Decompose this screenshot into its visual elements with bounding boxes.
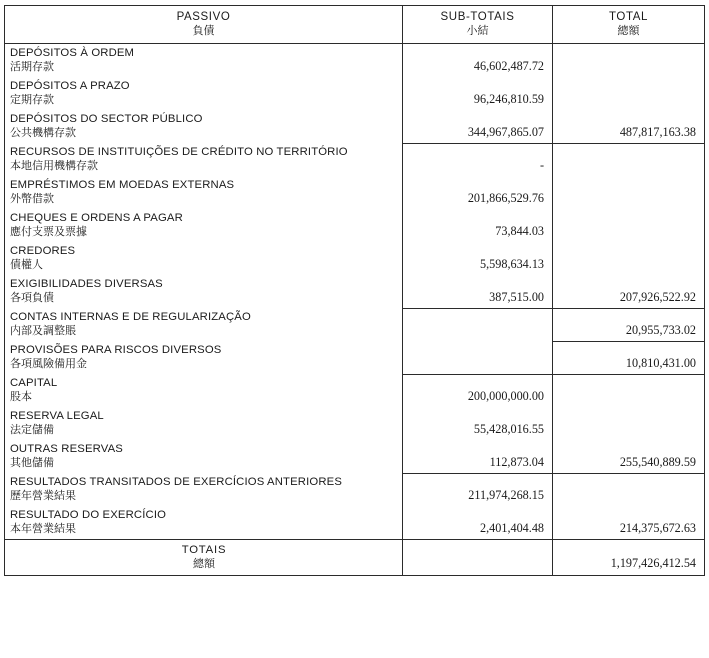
row-total xyxy=(553,374,705,407)
table-row xyxy=(5,473,705,506)
table-row xyxy=(5,209,705,242)
balance-sheet-liabilities xyxy=(4,5,704,650)
row-subtotal: 55,428,016.55 xyxy=(403,407,553,440)
row-subtotal: 211,974,268.15 xyxy=(403,473,553,506)
table-row xyxy=(5,275,705,308)
row-subtotal: 387,515.00 xyxy=(403,275,553,308)
totals-label-pt: TOTAIS xyxy=(181,544,227,556)
totals-row xyxy=(5,540,705,576)
row-total: 487,817,163.38 xyxy=(553,110,705,143)
row-total xyxy=(553,473,705,506)
row-label-zh: 本地信用機構存款 xyxy=(10,160,98,172)
table-row xyxy=(5,110,705,143)
row-label xyxy=(5,407,403,440)
table-header xyxy=(5,6,705,44)
table-row xyxy=(5,506,705,540)
row-label-zh: 應付支票及票據 xyxy=(10,226,87,238)
table-row xyxy=(5,308,705,341)
row-label-pt: CONTAS INTERNAS E DE REGULARIZAÇÃO xyxy=(10,311,251,323)
row-subtotal: 112,873.04 xyxy=(403,440,553,473)
row-subtotal: - xyxy=(403,143,553,176)
column-header-passivo-zh: 負債 xyxy=(192,24,215,37)
column-header-total-zh: 總額 xyxy=(617,24,640,37)
header-row xyxy=(5,6,705,44)
row-label-zh: 股本 xyxy=(10,391,32,403)
row-subtotal: 46,602,487.72 xyxy=(403,44,553,78)
totals-subtotal xyxy=(403,540,553,576)
table-row xyxy=(5,143,705,176)
row-label-zh: 本年營業結果 xyxy=(10,523,76,535)
row-subtotal: 2,401,404.48 xyxy=(403,506,553,540)
row-label-pt: EMPRÉSTIMOS EM MOEDAS EXTERNAS xyxy=(10,179,235,191)
totals-label xyxy=(5,540,403,576)
table-row xyxy=(5,341,705,374)
row-label xyxy=(5,440,403,473)
row-label-pt: OUTRAS RESERVAS xyxy=(10,443,123,455)
table-row xyxy=(5,44,705,78)
row-label-zh: 其他儲備 xyxy=(10,457,54,469)
column-header-passivo xyxy=(5,6,403,44)
row-label xyxy=(5,308,403,341)
row-total: 255,540,889.59 xyxy=(553,440,705,473)
row-label xyxy=(5,176,403,209)
row-label-pt: PROVISÕES PARA RISCOS DIVERSOS xyxy=(10,344,222,356)
column-header-subtotals-zh: 小結 xyxy=(466,24,489,37)
row-label xyxy=(5,242,403,275)
table-row xyxy=(5,374,705,407)
row-label-zh: 公共機構存款 xyxy=(10,127,76,139)
row-subtotal: 73,844.03 xyxy=(403,209,553,242)
row-label-pt: CHEQUES E ORDENS A PAGAR xyxy=(10,212,183,224)
table-row xyxy=(5,440,705,473)
row-subtotal: 96,246,810.59 xyxy=(403,77,553,110)
row-subtotal: 200,000,000.00 xyxy=(403,374,553,407)
row-label-zh: 各項風險備用金 xyxy=(10,358,87,370)
row-total xyxy=(553,407,705,440)
row-label xyxy=(5,506,403,540)
row-label-zh: 債權人 xyxy=(10,259,43,271)
row-total xyxy=(553,143,705,176)
row-label-pt: RESERVA LEGAL xyxy=(10,410,104,422)
row-label xyxy=(5,44,403,78)
row-label xyxy=(5,209,403,242)
row-label xyxy=(5,275,403,308)
row-total xyxy=(553,77,705,110)
row-total: 20,955,733.02 xyxy=(553,308,705,341)
table-row xyxy=(5,176,705,209)
row-total xyxy=(553,176,705,209)
row-label xyxy=(5,77,403,110)
row-total: 10,810,431.00 xyxy=(553,341,705,374)
row-label-zh: 活期存款 xyxy=(10,61,54,73)
totals-total: 1,197,426,412.54 xyxy=(553,540,705,576)
row-label-pt: EXIGIBILIDADES DIVERSAS xyxy=(10,278,163,290)
column-header-subtotals xyxy=(403,6,553,44)
column-header-subtotals-pt: SUB-TOTAIS xyxy=(440,10,515,23)
column-header-total-pt: TOTAL xyxy=(609,10,648,23)
row-subtotal: 344,967,865.07 xyxy=(403,110,553,143)
totals-label-zh: 總額 xyxy=(193,558,215,570)
row-label-pt: RESULTADO DO EXERCÍCIO xyxy=(10,509,167,521)
row-subtotal: 5,598,634.13 xyxy=(403,242,553,275)
table-row xyxy=(5,242,705,275)
row-label-zh: 定期存款 xyxy=(10,94,54,106)
balance-table xyxy=(4,5,705,576)
row-label-pt: RECURSOS DE INSTITUIÇÕES DE CRÉDITO NO TERRITÓRIO xyxy=(10,146,348,158)
table-body xyxy=(5,44,705,576)
column-header-passivo-pt: PASSIVO xyxy=(176,10,231,23)
row-label-zh: 外幣借款 xyxy=(10,193,54,205)
row-label-zh: 各項負債 xyxy=(10,292,54,304)
row-label xyxy=(5,473,403,506)
row-total: 207,926,522.92 xyxy=(553,275,705,308)
table-row xyxy=(5,407,705,440)
row-total xyxy=(553,242,705,275)
row-label-pt: CAPITAL xyxy=(10,377,58,389)
row-label xyxy=(5,341,403,374)
row-label xyxy=(5,143,403,176)
row-subtotal xyxy=(403,308,553,341)
row-label-pt: DEPÓSITOS A PRAZO xyxy=(10,80,130,92)
column-header-total xyxy=(553,6,705,44)
table-row xyxy=(5,77,705,110)
row-label-pt: CREDORES xyxy=(10,245,76,257)
row-label-zh: 法定儲備 xyxy=(10,424,54,436)
row-total xyxy=(553,209,705,242)
row-subtotal xyxy=(403,341,553,374)
row-label-pt: DEPÓSITOS DO SECTOR PÚBLICO xyxy=(10,113,203,125)
row-label xyxy=(5,374,403,407)
row-total: 214,375,672.63 xyxy=(553,506,705,540)
row-label-pt: RESULTADOS TRANSITADOS DE EXERCÍCIOS ANTERIORES xyxy=(10,476,342,488)
row-label-zh: 歷年營業結果 xyxy=(10,490,76,502)
row-subtotal: 201,866,529.76 xyxy=(403,176,553,209)
row-label-pt: DEPÓSITOS À ORDEM xyxy=(10,47,135,59)
row-label xyxy=(5,110,403,143)
row-total xyxy=(553,44,705,78)
row-label-zh: 内部及調整賬 xyxy=(10,325,76,337)
